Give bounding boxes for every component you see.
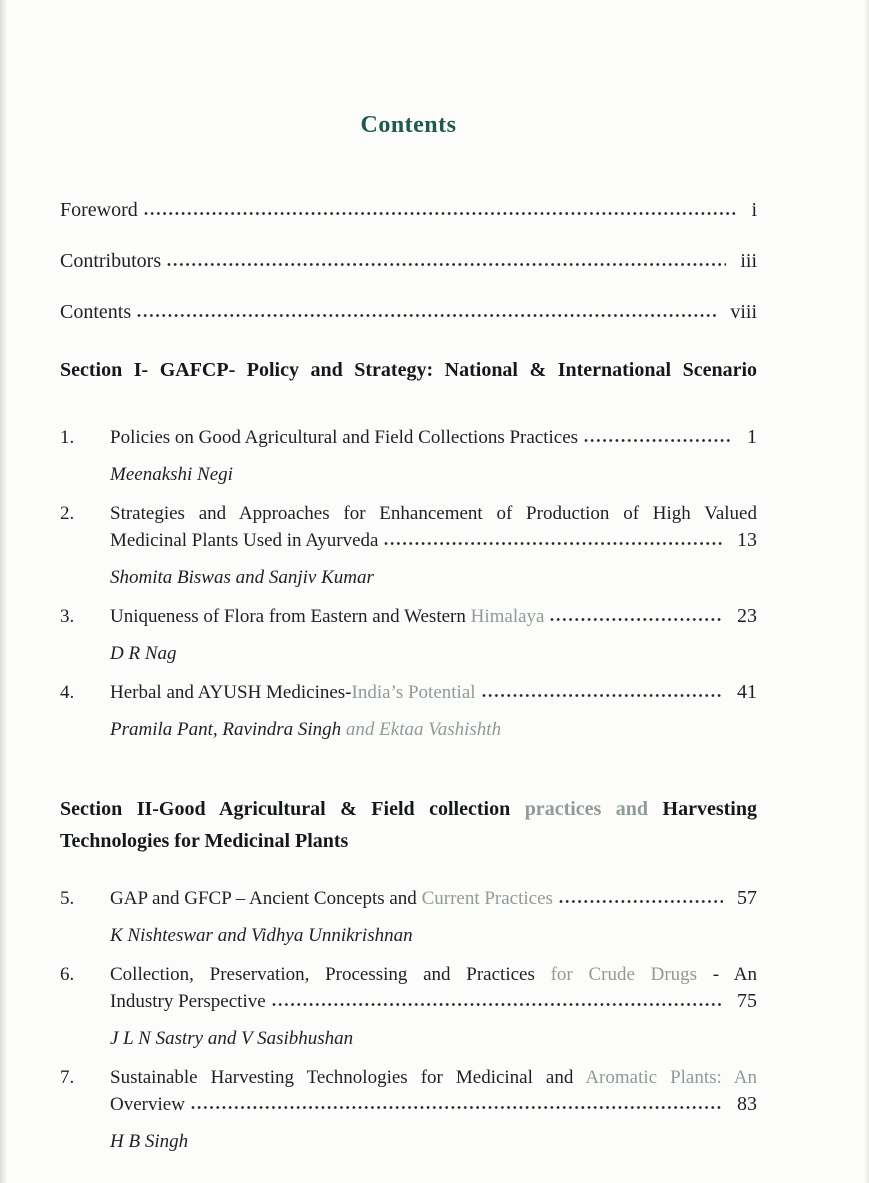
page-number: i bbox=[751, 199, 757, 221]
section-2-heading-line1: Section II-Good Agricultural & Field collection practices and Harvesting bbox=[60, 798, 757, 820]
entry-title-line2: Industry Perspective bbox=[110, 991, 266, 1012]
entry-title: Herbal and AYUSH Medicines-India’s Potential bbox=[110, 682, 476, 703]
entry-number: 3. bbox=[60, 606, 75, 627]
page-number: 13 bbox=[737, 529, 757, 551]
front-item-contributors bbox=[60, 250, 757, 273]
page-number: viii bbox=[730, 301, 757, 323]
entry-title-line1: Sustainable Harvesting Technologies for Medicinal and Aromatic Plants: An bbox=[110, 1067, 757, 1088]
leader-dots bbox=[584, 438, 733, 443]
toc-item-7 bbox=[60, 1064, 757, 1153]
entry-number: 6. bbox=[60, 964, 75, 985]
page-number: iii bbox=[740, 250, 757, 272]
entry-number: 2. bbox=[60, 503, 75, 524]
page-number: 57 bbox=[737, 887, 757, 909]
entry-title: Uniqueness of Flora from Eastern and Western Himalaya bbox=[110, 606, 545, 627]
leader-dots bbox=[550, 617, 723, 622]
entry-title: GAP and GFCP – Ancient Concepts and Current Practices bbox=[110, 888, 553, 909]
entry-title: Policies on Good Agricultural and Field Collections Practices bbox=[110, 427, 579, 448]
page-number: 23 bbox=[737, 605, 757, 627]
toc-entry bbox=[60, 679, 757, 706]
leader-dots bbox=[137, 313, 716, 318]
toc-entry bbox=[60, 885, 757, 912]
toc-item-3 bbox=[60, 603, 757, 665]
toc-item-6 bbox=[60, 961, 757, 1050]
entry-number: 1. bbox=[60, 427, 75, 448]
leader-dots bbox=[272, 1002, 723, 1007]
toc-entry bbox=[60, 961, 757, 1015]
leader-dots bbox=[144, 211, 738, 216]
front-item-foreword bbox=[60, 199, 757, 222]
authors-line: Shomita Biswas and Sanjiv Kumar bbox=[110, 567, 374, 588]
toc-item-5 bbox=[60, 885, 757, 947]
toc-item-1 bbox=[60, 424, 757, 486]
authors-line: D R Nag bbox=[110, 643, 177, 664]
leader-dots bbox=[167, 262, 726, 267]
leader-dots bbox=[384, 541, 723, 546]
authors-line: H B Singh bbox=[110, 1131, 189, 1152]
entry-number: 4. bbox=[60, 682, 75, 703]
authors-line: Pramila Pant, Ravindra Singh and Ektaa Vashishth bbox=[110, 719, 502, 740]
page-number: 83 bbox=[737, 1093, 757, 1115]
authors-line: Meenakshi Negi bbox=[110, 464, 233, 485]
page-number: 41 bbox=[737, 681, 757, 703]
entry-title-line2: Medicinal Plants Used in Ayurveda bbox=[110, 530, 379, 551]
toc-entry bbox=[60, 1064, 757, 1118]
front-item-label: Contents bbox=[60, 301, 132, 323]
front-matter-list bbox=[60, 199, 757, 324]
entry-title-line2: Overview bbox=[110, 1094, 185, 1115]
toc-item-4 bbox=[60, 679, 757, 741]
leader-dots bbox=[482, 693, 723, 698]
toc-entry bbox=[60, 424, 757, 451]
leader-dots bbox=[559, 899, 723, 904]
entry-number: 5. bbox=[60, 888, 75, 909]
entry-title-line1: Strategies and Approaches for Enhancement of Production of High Valued bbox=[110, 503, 757, 524]
page-content bbox=[60, 0, 757, 1153]
entry-number: 7. bbox=[60, 1067, 75, 1088]
section-2-heading-line2: Technologies for Medicinal Plants bbox=[60, 830, 349, 852]
section-2-heading bbox=[60, 793, 757, 857]
authors-line: K Nishteswar and Vidhya Unnikrishnan bbox=[110, 925, 413, 946]
front-item-label: Foreword bbox=[60, 199, 138, 221]
page-number: 1 bbox=[747, 426, 757, 448]
section-1-heading: Section I- GAFCP- Policy and Strategy: National & International Scenario bbox=[60, 359, 757, 381]
leader-dots bbox=[191, 1105, 723, 1110]
front-item-label: Contributors bbox=[60, 250, 162, 272]
toc-entry bbox=[60, 603, 757, 630]
entry-title-line1: Collection, Preservation, Processing and Practices for Crude Drugs - An bbox=[110, 964, 758, 985]
authors-line: J L N Sastry and V Sasibhushan bbox=[110, 1028, 354, 1049]
toc-item-2 bbox=[60, 500, 757, 589]
toc-entry bbox=[60, 500, 757, 554]
page-title: Contents bbox=[360, 112, 457, 138]
page-number: 75 bbox=[737, 990, 757, 1012]
front-item-contents bbox=[60, 301, 757, 324]
